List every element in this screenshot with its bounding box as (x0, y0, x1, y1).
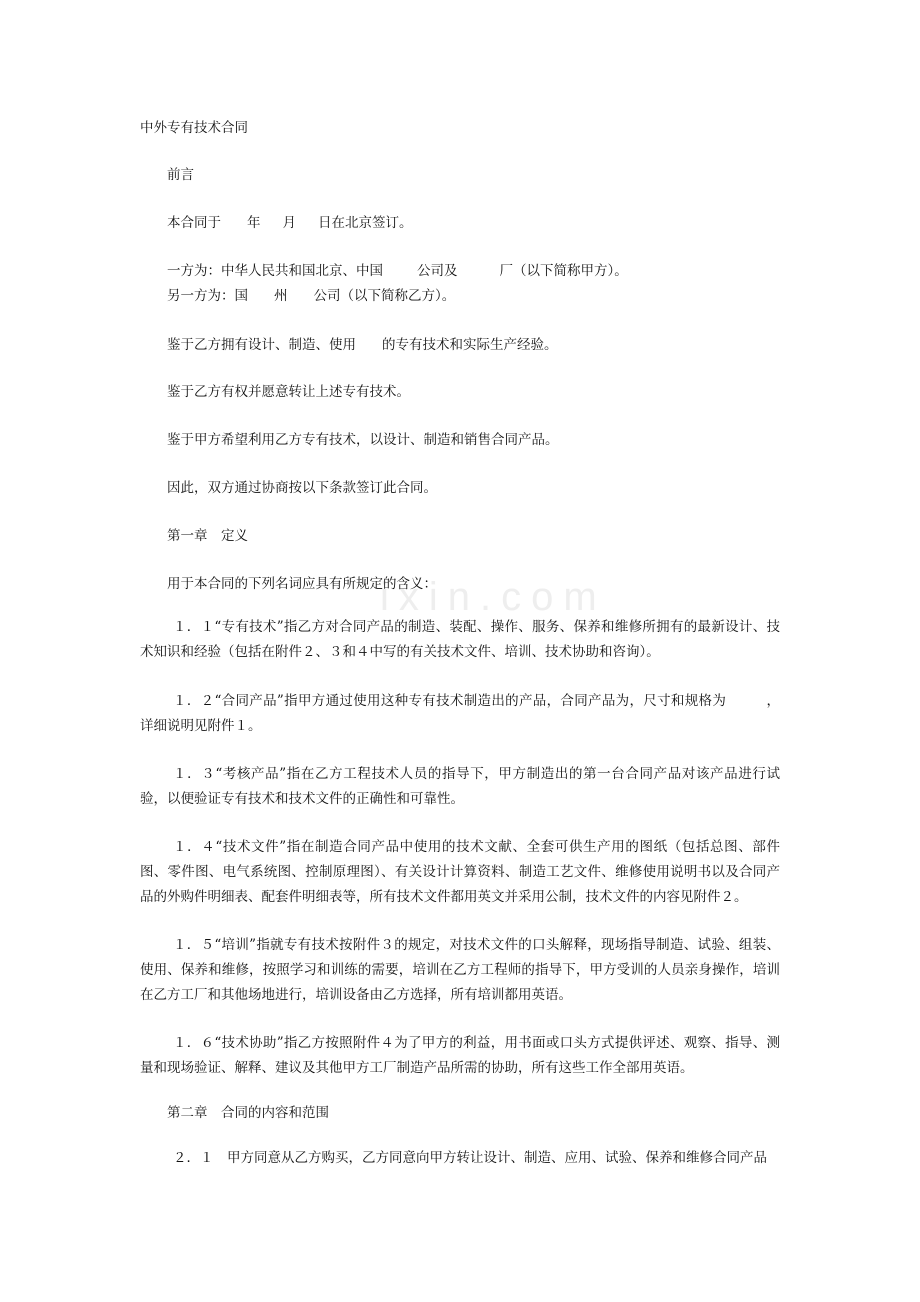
whereas-clause-1: 鉴于乙方拥有设计、制造、使用 的专有技术和实际生产经验。 (167, 337, 558, 353)
chapter-2-heading: 第二章 合同的内容和范围 (167, 1105, 329, 1121)
party-b-line: 另一方为：国 州 公司（以下简称乙方）。 (167, 288, 456, 304)
clause-2-1: ２．１ 甲方同意从乙方购买，乙方同意向甲方转让设计、制造、应用、试验、保养和维修合同产品 (173, 1150, 767, 1166)
clause-1-3: １．３“考核产品”指在乙方工程技术人员的指导下，甲方制造出的第一台合同产品对该产品进行试验，以便验证专有技术和技术文件的正确性和可靠性。 (140, 766, 780, 807)
definitions-intro: 用于本合同的下列名词应具有所规定的含义： (167, 576, 437, 592)
clause-1-5: １．５“培训”指就专有技术按附件３的规定，对技术文件的口头解释，现场指导制造、试验、组装、使用、保养和维修，按照学习和训练的需要，培训在乙方工程师的指导下，甲方受训的人员亲身操作，培训在乙方工厂和其他场地进行，培训设备由乙方选择，所有培训都用英语。 (140, 937, 780, 1003)
clause-1-4: １．４“技术文件”指在制造合同产品中使用的技术文献、全套可供生产用的图纸（包括总图、部件图、零件图、电气系统图、控制原理图）、有关设计计算资料、制造工艺文件、维修使用说明书以及合同产品的外购件明细表、配套件明细表等，所有技术文件都用英文并采用公制，技术文件的内容见附件２。 (140, 839, 780, 905)
agreement-statement: 因此，双方通过协商按以下条款签订此合同。 (167, 480, 437, 496)
clause-1-6: １．６“技术协助”指乙方按照附件４为了甲方的利益，用书面或口头方式提供评述、观察、指导、测量和现场验证、解释、建议及其他甲方工厂制造产品所需的协助，所有这些工作全部用英语。 (140, 1035, 780, 1076)
clause-1-1: １．１“专有技术”指乙方对合同产品的制造、装配、操作、服务、保养和维修所拥有的最新设计、技术知识和经验（包括在附件２、３和４中写的有关技术文件、培训、技术协助和咨询）。 (140, 619, 780, 660)
whereas-clause-3: 鉴于甲方希望利用乙方专有技术，以设计、制造和销售合同产品。 (167, 432, 559, 448)
whereas-clause-2: 鉴于乙方有权并愿意转让上述专有技术。 (167, 384, 410, 400)
chapter-1-heading: 第一章 定义 (167, 528, 248, 544)
signing-date-line: 本合同于 年 月 日在北京签订。 (167, 215, 413, 231)
document-title: 中外专有技术合同 (140, 120, 248, 136)
clause-1-2: １．２“合同产品”指甲方通过使用这种专有技术制造出的产品，合同产品为，尺寸和规格为 ，详细说明见附件１。 (140, 693, 781, 734)
preface-heading: 前言 (167, 167, 194, 183)
watermark: ixin.com (380, 575, 607, 619)
party-a-line: 一方为：中华人民共和国北京、中国 公司及 厂（以下简称甲方）。 (167, 263, 628, 279)
